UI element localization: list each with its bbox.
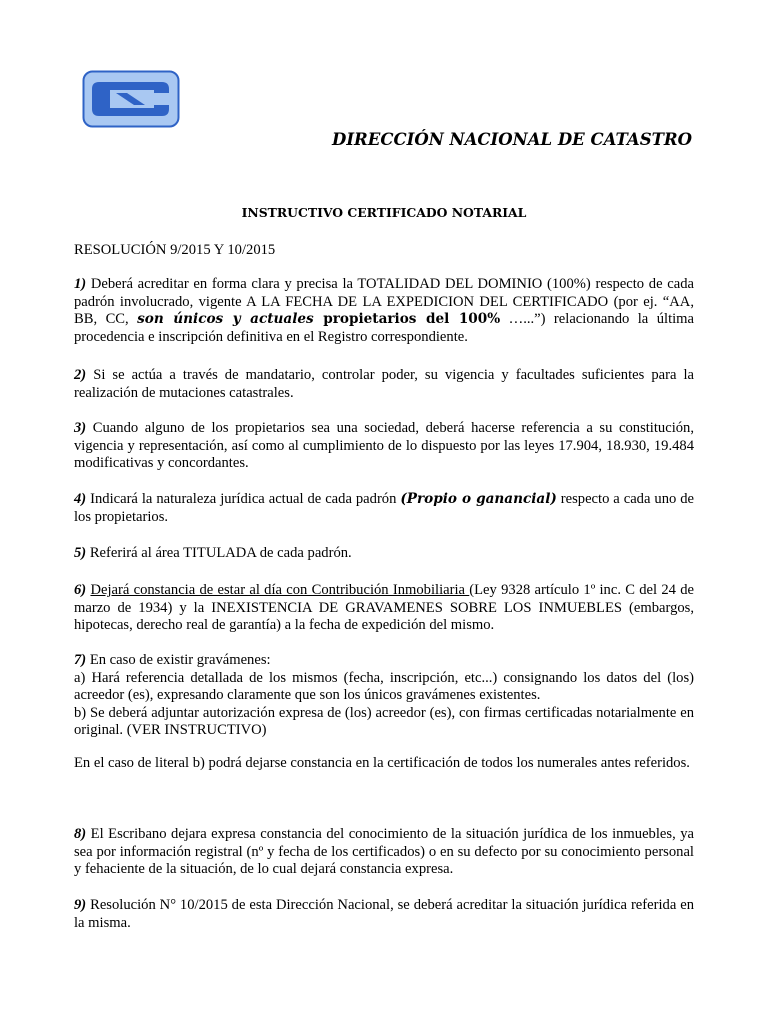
item-text: Resolución N° 10/2015 de esta Dirección Nacional, se deberá acreditar la situación jurídica referida en la misma.: [74, 897, 694, 931]
item-1: [74, 276, 694, 346]
item-text: …...”) relacionando la última procedencia e inscripción definitiva en el Registro correspondiente.: [74, 311, 695, 345]
item-7-literal-b: b) Se deberá adjuntar autorización expresa de (los) acreedor (es), con firmas certificadas notarialmente en original. (VER INSTRUCTIVO): [74, 704, 694, 738]
item-text: El Escribano dejara expresa constancia del conocimiento de la situación jurídica de los inmuebles, ya sea por información registral (nº y fecha de los certificados) o en su defecto por su conocimiento personal y fehaciente de la situación, de lo cual dejará constancia expresa.: [74, 826, 694, 877]
resolution-line: RESOLUCIÓN 9/2015 Y 10/2015: [74, 242, 276, 258]
item-number: 4): [74, 491, 87, 507]
item-5: [74, 545, 694, 563]
item-3: [74, 420, 694, 473]
note-paragraph: En el caso de literal b) podrá dejarse constancia en la certificación de todos los numerales antes referidos.: [74, 755, 690, 771]
item-9: [74, 897, 694, 932]
item-number: 5): [74, 545, 87, 561]
item-number: 1): [74, 276, 87, 292]
item-text: Si se actúa a través de mandatario, controlar poder, su vigencia y facultades suficientes para la realización de mutaciones catastrales.: [74, 367, 694, 401]
item-text: Cuando alguno de los propietarios sea una sociedad, deberá hacerse referencia a su constitución, vigencia y representación, así como al cumplimiento de lo dispuesto por las leyes 17.904, 18.930, 19.484 modificativas y concordantes.: [74, 420, 694, 471]
item-number: 8): [74, 826, 87, 842]
item-underlined-text: Dejará constancia de estar al día con Contribución Inmobiliaria: [90, 582, 470, 598]
catastro-logo-icon: [82, 70, 180, 128]
item-emphasis: (Propio o ganancial): [400, 491, 557, 507]
item-8: [74, 826, 694, 879]
item-text: En caso de existir gravámenes:: [86, 652, 271, 668]
item-2: [74, 367, 694, 402]
item-emphasis: son únicos y actuales: [137, 311, 314, 327]
organization-name: DIRECCIÓN NACIONAL DE CATASTRO: [332, 130, 692, 149]
item-7: [74, 652, 694, 740]
item-emphasis: propietarios del 100%: [313, 311, 501, 327]
item-text: Referirá al área TITULADA de cada padrón.: [86, 545, 352, 561]
item-number: 3): [74, 420, 87, 436]
item-text: Indicará la naturaleza jurídica actual de cada padrón: [86, 491, 401, 507]
item-number: 6): [74, 582, 87, 598]
item-number: 7): [74, 652, 87, 668]
item-text: respecto a cada uno de los propietarios.: [74, 491, 694, 525]
item-6: [74, 582, 694, 635]
item-number: 2): [74, 367, 87, 383]
document-title: INSTRUCTIVO CERTIFICADO NOTARIAL: [241, 205, 527, 220]
item-text: Deberá acreditar en forma clara y precisa la TOTALIDAD DEL DOMINIO (100%) respecto de cada padrón involucrado, vigente A LA FECHA DE LA EXPEDICION DEL CERTIFICADO (por ej. “AA, BB, CC,: [74, 276, 694, 327]
item-text: (Ley 9328 artículo 1º inc. C del 24 de marzo de 1934) y la INEXISTENCIA DE GRAVAMENES SOBRE LOS INMUEBLES (embargos, hipotecas, derecho real de garantía) a la fecha de expedición del mismo.: [74, 582, 694, 633]
item-7-literal-a: a) Hará referencia detallada de los mismos (fecha, inscripción, etc...) consignando los datos del (los) acreedor (es), expresando claramente que son los únicos gravámenes existentes.: [74, 669, 694, 703]
item-number: 9): [74, 897, 87, 913]
item-4: [74, 491, 694, 526]
